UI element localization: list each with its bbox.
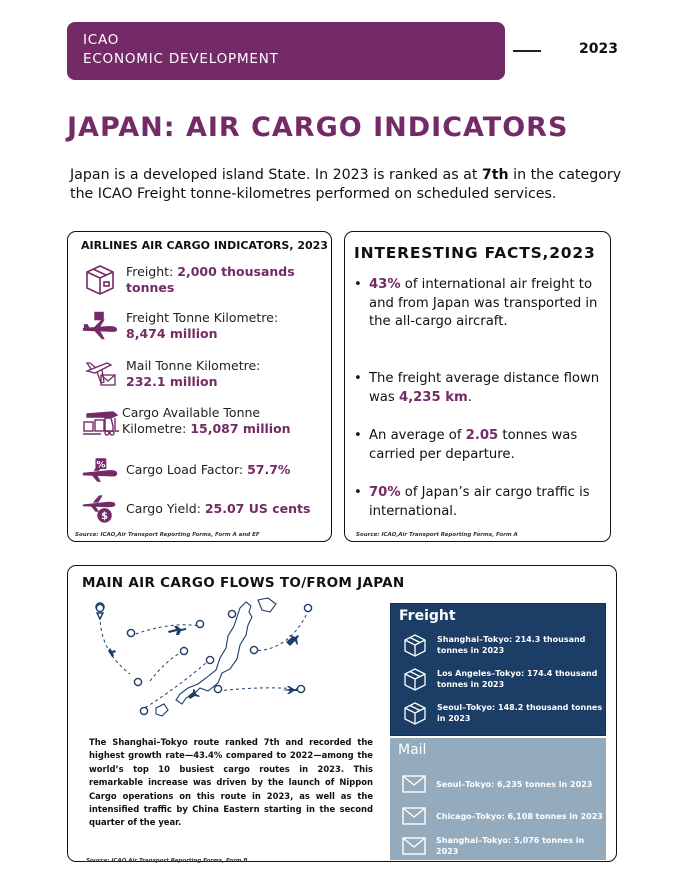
freight-title: Freight [399, 608, 456, 624]
envelope-icon [400, 832, 428, 860]
svg-text:%: % [96, 460, 106, 471]
indicator-label: Freight Tonne Kilometre: [126, 310, 279, 325]
fact-item [354, 370, 606, 407]
dollar-plane-icon [81, 491, 119, 527]
route-text: Los Angeles–Tokyo: 174.4 thousand tonnes in 2023 [437, 669, 598, 689]
route-text: Shanghai–Tokyo: 214.3 thousand tonnes in 2023 [437, 635, 586, 655]
route-text: Seoul–Tokyo: 148.2 thousand tonnes in 2023 [437, 703, 603, 723]
fact-value: 70% [369, 485, 401, 500]
header-year: 2023 [579, 41, 618, 57]
envelope-icon [400, 802, 428, 830]
indicator-value: 57.7% [247, 462, 291, 477]
route-text: Shanghai–Tokyo: 5,076 tonnes in 2023 [436, 836, 585, 856]
freight-panel [390, 603, 606, 736]
header-banner [67, 22, 505, 80]
mail-panel [390, 738, 606, 860]
box-icon [401, 631, 429, 659]
mail-route [400, 832, 604, 860]
indicator-value: 8,474 million [126, 326, 218, 341]
fact-item [354, 276, 606, 332]
indicator-label: Cargo Yield: [126, 501, 201, 516]
indicator-value: 2,000 thousands tonnes [126, 264, 295, 295]
facts-card [344, 231, 611, 542]
indicators-card [67, 231, 332, 542]
route-text: Chicago–Tokyo: 6,108 tonnes in 2023 [436, 811, 603, 821]
flows-source: Source: ICAO Air Transport Reporting Forms, Form B [86, 858, 248, 864]
page-title: JAPAN: AIR CARGO INDICATORS [67, 112, 569, 143]
indicator-value: 232.1 million [126, 374, 218, 389]
mail-title: Mail [398, 742, 427, 758]
fact-value: 43% [369, 277, 401, 292]
fact-value: 2.05 [465, 428, 499, 443]
mail-route [400, 770, 604, 798]
cargo-plane-icon [81, 308, 119, 344]
indicator-mtk [81, 356, 298, 392]
fact-post: of Japan’s air cargo traffic is international. [369, 485, 590, 519]
fact-pre: The freight average distance flown was [369, 371, 600, 405]
indicator-label: Freight: [126, 264, 174, 279]
intro-rank: 7th [481, 167, 509, 183]
airmail-icon [81, 356, 119, 392]
freight-route [401, 665, 605, 693]
box-icon [401, 699, 429, 727]
route-text: Seoul–Tokyo: 6,235 tonnes in 2023 [436, 779, 593, 789]
facts-source: Source: ICAO,Air Transport Reporting Forms, Form A [356, 532, 518, 538]
flows-card [67, 565, 617, 862]
indicators-heading: AIRLINES AIR CARGO INDICATORS, 2023 [81, 239, 328, 252]
flows-heading: MAIN AIR CARGO FLOWS TO/FROM JAPAN [82, 575, 405, 591]
intro-paragraph [70, 166, 640, 204]
percent-plane-icon [81, 452, 119, 488]
indicator-label: Mail Tonne Kilometre: [126, 358, 261, 373]
intro-post: in the category the ICAO Freight tonne-kilometres performed on scheduled services. [70, 167, 622, 202]
indicator-load-factor [81, 452, 306, 488]
box-icon [81, 262, 119, 298]
indicator-label: Cargo Load Factor: [126, 462, 244, 477]
fact-value: 4,235 km [398, 389, 468, 405]
indicator-yield [81, 491, 311, 527]
fact-post: . [467, 389, 472, 405]
fact-item [354, 484, 606, 521]
facts-heading: INTERESTING FACTS,2023 [354, 244, 596, 262]
flows-paragraph: The Shanghai–Tokyo route ranked 7th and recorded the highest growth rate—43.4% compared to 2022—among the world’s top 10 busiest cargo routes in 2023. This remarkable increase was driven by the launch of Nippon Cargo operations on this route in 2023, as well as the intensified traffic by China Eastern starting in the second quarter of the year. [89, 737, 373, 828]
indicator-label: Cargo Available Tonne Kilometre: [122, 405, 261, 436]
route-map [90, 596, 340, 726]
header-org: ICAO [83, 32, 120, 48]
location-pin-icon [96, 603, 312, 715]
indicator-value: 15,087 million [190, 421, 291, 436]
envelope-icon [400, 770, 428, 798]
indicators-source: Source: ICAO,Air Transport Reporting Forms, Form A and EF [75, 532, 260, 538]
indicator-ftk [81, 308, 296, 344]
freight-route [401, 631, 605, 659]
mail-route [400, 802, 604, 830]
fact-post: of international air freight to and from Japan was transported in the all-cargo aircraft. [369, 277, 598, 330]
svg-text:$: $ [101, 510, 108, 522]
airplane-icon [108, 626, 299, 699]
fact-pre: An average of [369, 428, 466, 443]
box-icon [401, 665, 429, 693]
indicator-freight [81, 262, 296, 298]
indicator-value: 25.07 US cents [204, 501, 311, 516]
header-divider [513, 50, 541, 52]
indicator-catk [81, 403, 294, 439]
header-dept: ECONOMIC DEVELOPMENT [83, 51, 279, 67]
fact-post: tonnes was carried per departure. [369, 428, 578, 462]
forklift-icon [81, 403, 119, 439]
intro-pre: Japan is a developed island State. In 2023 is ranked as at [70, 167, 482, 183]
freight-route [401, 699, 605, 727]
fact-item [354, 427, 606, 464]
